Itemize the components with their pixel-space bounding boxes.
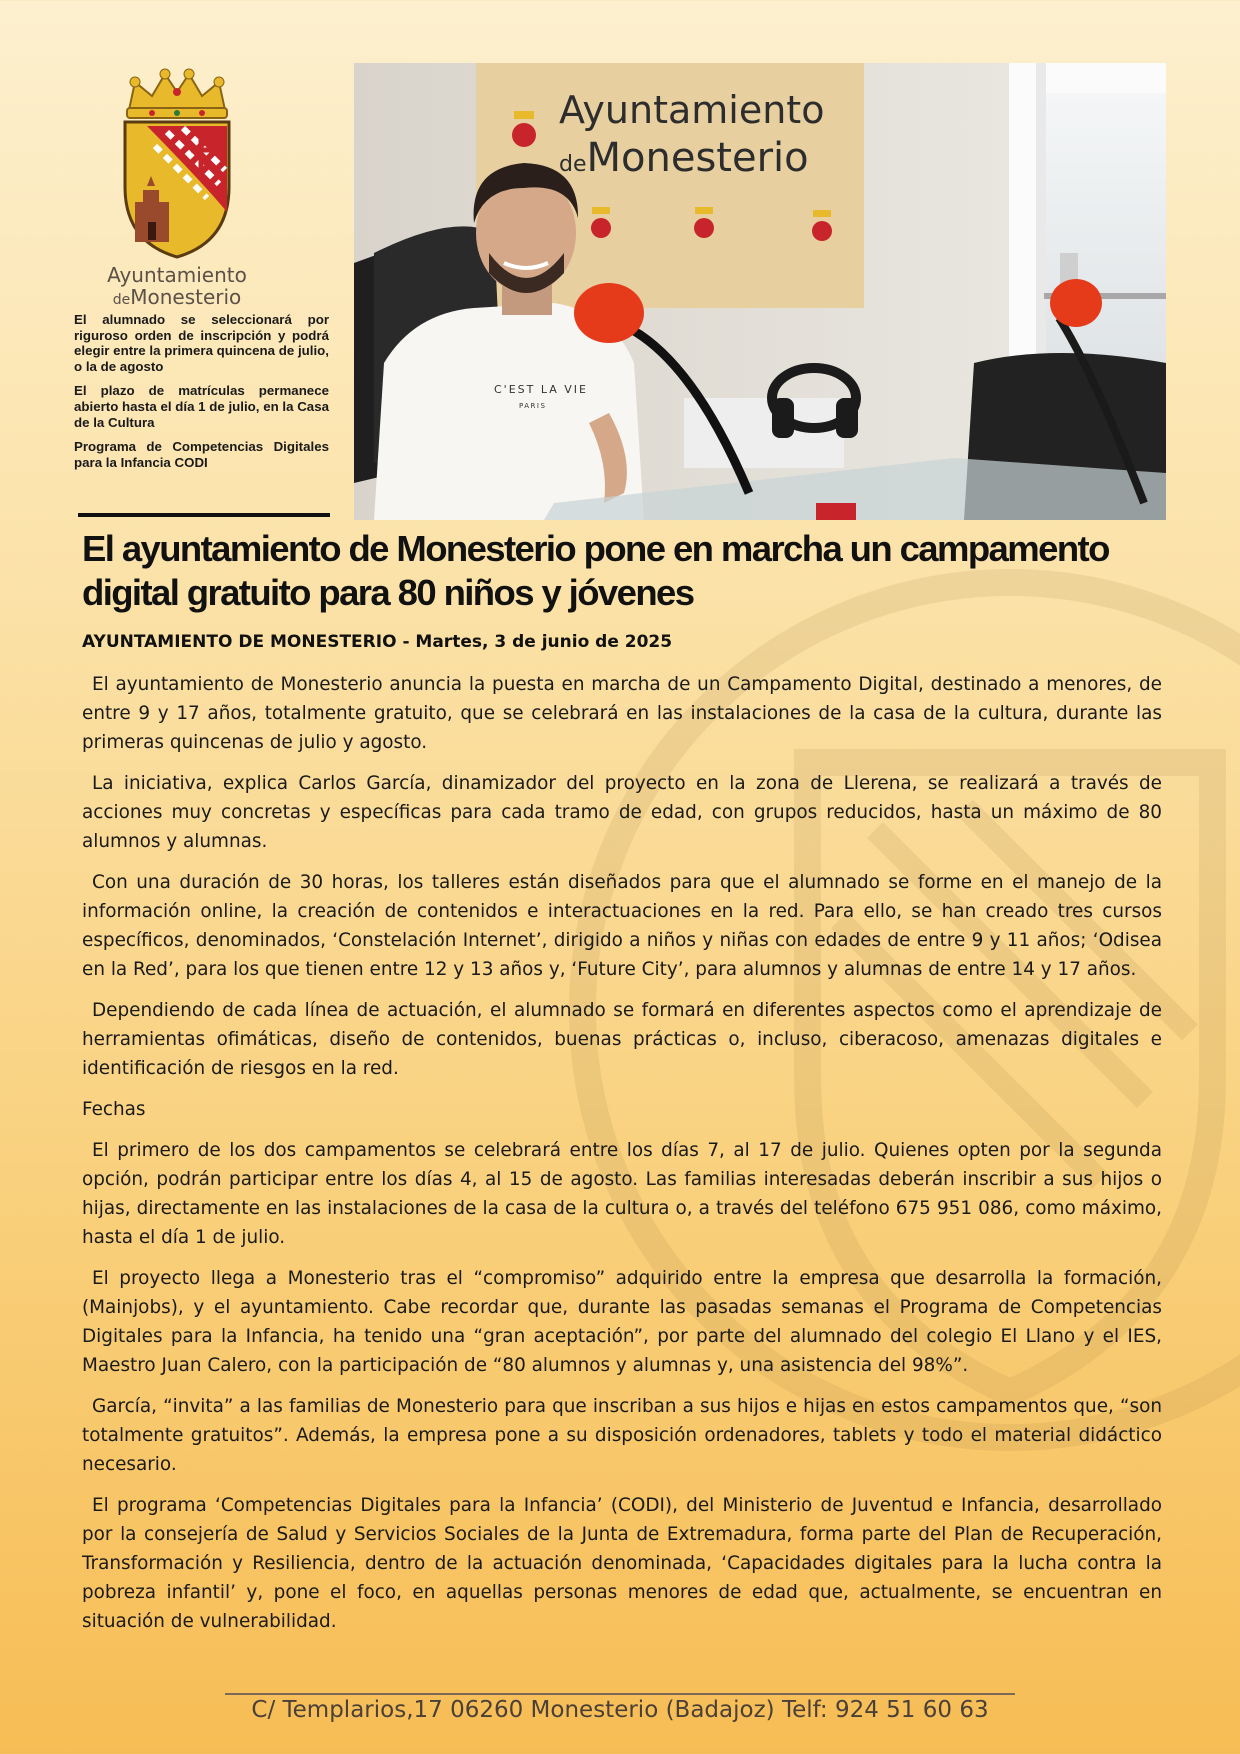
logo-line-2: Monesterio (130, 285, 242, 309)
highlight-item: Programa de Competencias Digitales para la Infancia CODI (74, 439, 329, 470)
article-photo (354, 63, 1166, 520)
shirt-text-line-2: PARIS (519, 402, 547, 410)
banner-line-2-prefix: de (559, 152, 587, 177)
banner-line-2: Monesterio (586, 135, 809, 181)
town-hall-logo (92, 62, 262, 311)
article-paragraph: La iniciativa, explica Carlos García, dinamizador del proyecto en la zona de Llerena, se realizará a través de acciones muy concretas y específicas para cada tramo de edad, con grupos reducidos, hasta un máximo de 80 alumnos y alumnas. (82, 773, 1162, 852)
article-byline: AYUNTAMIENTO DE MONESTERIO - Martes, 3 de junio de 2025 (82, 632, 673, 652)
highlights-column (74, 312, 329, 479)
article-body (82, 670, 1162, 1648)
footer-divider (225, 1693, 1015, 1695)
highlight-item: El plazo de matrículas permanece abierto hasta el día 1 de julio, en la Casa de la Cultura (74, 383, 329, 430)
article-paragraph: García, “invita” a las familias de Monesterio para que inscriban a sus hijos e hijas en estos campamentos que, “son totalmente gratuitos”. Además, la empresa pone a su disposición ordenadores, tablets y todo el material didáctico necesario. (82, 1396, 1162, 1475)
article-subheading: Fechas (82, 1099, 146, 1120)
section-divider (78, 513, 330, 517)
banner-line-1: Ayuntamiento (559, 88, 825, 132)
shirt-text-line-1: C'EST LA VIE (494, 383, 588, 396)
article-paragraph: Con una duración de 30 horas, los talleres están diseñados para que el alumnado se forme en el manejo de la información online, la creación de contenidos e interactuaciones en la red. Para ello, se han creado tres cursos específicos, denominados, ‘Constelación Internet’, dirigido a niños y niñas con edades de entre 9 y 11 años; ‘Odisea en la Red’, para los que tienen entre 12 y 13 años y, ‘Future City’, para alumnos y alumnas de entre 14 y 17 años. (82, 872, 1162, 980)
coat-of-arms-icon (107, 62, 247, 262)
article-paragraph: Dependiendo de cada línea de actuación, el alumnado se formará en diferentes aspectos como el aprendizaje de herramientas ofimáticas, diseño de contenidos, buenas prácticas o, incluso, ciberacoso, amenazas digitales e identificación de riesgos en la red. (82, 1000, 1162, 1079)
svg-text:deMonesterio (559, 135, 809, 181)
article-paragraph: El ayuntamiento de Monesterio anuncia la puesta en marcha de un Campamento Digital, destinado a menores, de entre 9 y 17 años, totalmente gratuito, que se celebrará en las instalaciones de la casa de la cultura, durante las primeras quincenas de julio y agosto. (82, 674, 1162, 753)
article-paragraph: El programa ‘Competencias Digitales para la Infancia’ (CODI), del Ministerio de Juventud e Infancia, desarrollado por la consejería de Salud y Servicios Sociales de la Junta de Extremadura, forma parte del Plan de Recuperación, Transformación y Resiliencia, dentro de la actuación denominada, ‘Capacidades digitales para la lucha contra la pobreza infantil’ y, pone el foco, en aquellas personas menores de edad que, actualmente, se encuentran en situación de vulnerabilidad. (82, 1495, 1162, 1632)
article-headline: El ayuntamiento de Monesterio pone en marcha un campamento digital gratuito para 80 niños y jóvenes (82, 528, 1109, 613)
article-paragraph: El proyecto llega a Monesterio tras el “compromiso” adquirido entre la empresa que desarrolla la formación, (Mainjobs), y el ayuntamiento. Cabe recordar que, durante las pasadas semanas el Programa de Competencias Digitales para la Infancia, ha tenido una “gran aceptación”, por parte del alumnado del colegio El Llano y el IES, Maestro Juan Calero, con la participación de “80 alumnos y alumnas y, una asistencia del 98%”. (82, 1268, 1162, 1376)
logo-line-1: Ayuntamiento (107, 263, 247, 287)
logo-line-2-prefix: de (112, 292, 131, 308)
radio-studio-photo-icon (354, 63, 1166, 520)
footer-address: C/ Templarios,17 06260 Monesterio (Badajoz) Telf: 924 51 60 63 (251, 1697, 989, 1723)
article-paragraph: El primero de los dos campamentos se celebrará entre los días 7, al 17 de julio. Quienes opten por la segunda opción, podrán participar entre los días 4, al 15 de agosto. Las familias interesadas deberán inscribir a sus hijos o hijas, directamente en las instalaciones de la casa de la cultura o, a través del teléfono 675 951 086, como máximo, hasta el día 1 de julio. (82, 1140, 1162, 1248)
highlight-item: El alumnado se seleccionará por riguroso orden de inscripción y podrá elegir entre la primera quincena de julio, o la de agosto (74, 312, 329, 374)
